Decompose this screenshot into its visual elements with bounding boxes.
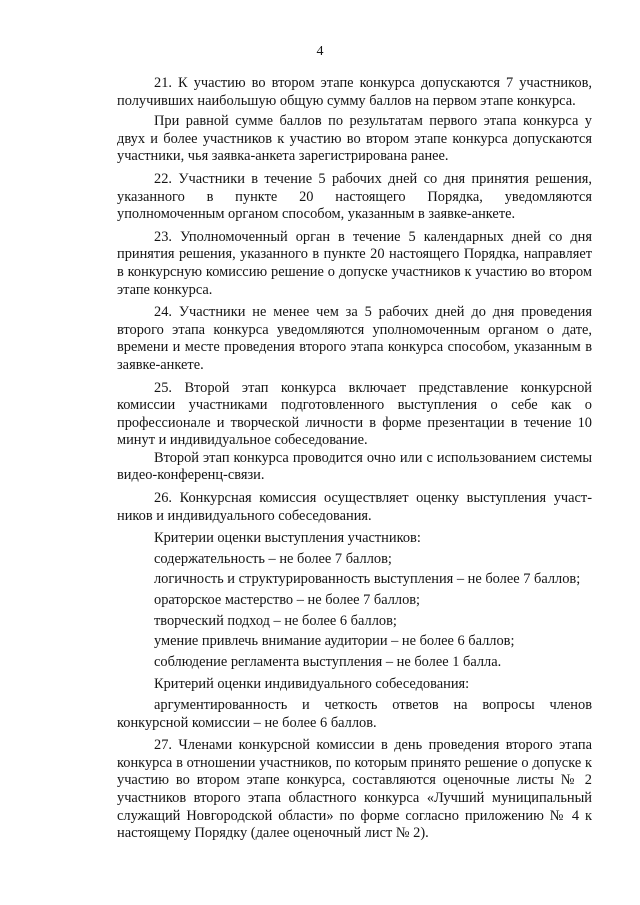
criterion-item: логичность и структурированность выступления – не более 7 баллов; xyxy=(154,571,581,588)
criterion-item: соблюдение регламента выступления – не более 1 балла. xyxy=(154,653,502,670)
paragraph-27: 27. Членами конкурсной комиссии в день проведения второго этапа конкурса в отношении участников, по которым принято решение о допуске к участию во втором этапе конкурса, составляются оценочные листы № 2 участников второго этапа областного конкурса «Лучший муниципальный служащий Новгородской области» по форме согласно приложению № 4 к настоящему Порядку (далее оценочный лист № 2). xyxy=(117,737,592,842)
page-number: 4 xyxy=(316,44,324,59)
paragraph-21-continuation: При равной сумме баллов по результатам первого этапа конкурса у двух и более участников к участию во втором этапе конкурса допускаются участники, чья заявка-анкета зарегистрирована ранее. xyxy=(117,113,592,165)
paragraph-24: 24. Участники не менее чем за 5 рабочих дней до дня проведения второго этапа конкурса уведомляются уполномоченным органом о дате, времени и месте проведения второго этапа конкурса способом, указанным в заявке-анкете. xyxy=(117,304,592,373)
paragraph-21: 21. К участию во втором этапе конкурса допускаются 7 участников, получивших наибольшую общую сумму баллов на первом этапе конкурса. xyxy=(117,75,592,109)
paragraph-25-continuation: Второй этап конкурса проводится очно или с использованием системы видео-конференц-связи. xyxy=(117,449,592,484)
document-body xyxy=(117,75,592,843)
paragraph-25: 25. Второй этап конкурса включает представление конкурсной комиссии участниками подготовленного выступления о себе как о профессионале и творческой личности в форме презентации в течение 10 минут и индивидуальное собеседование. xyxy=(117,379,592,449)
interview-criterion: аргументированность и четкость ответов на вопросы членов конкурсной комиссии – не более 6 баллов. xyxy=(117,697,592,731)
criterion-item: содержательность – не более 7 баллов; xyxy=(154,550,392,567)
paragraph-26: 26. Конкурсная комиссия осуществляет оценку выступления участ-ников и индивидуального собеседования. xyxy=(117,490,592,524)
criterion-item: ораторское мастерство – не более 7 баллов; xyxy=(154,592,421,609)
paragraph-22: 22. Участники в течение 5 рабочих дней со дня принятия решения, указанного в пункте 20 настоящего Порядка, уведомляются уполномоченным органом способом, указанным в заявке-анкете. xyxy=(117,170,592,223)
criterion-item: умение привлечь внимание аудитории – не более 6 баллов; xyxy=(154,633,515,650)
criterion-item: творческий подход – не более 6 баллов; xyxy=(154,612,397,629)
interview-heading: Критерий оценки индивидуального собеседования: xyxy=(154,676,470,693)
criteria-heading: Критерии оценки выступления участников: xyxy=(154,530,421,547)
paragraph-23: 23. Уполномоченный орган в течение 5 календарных дней со дня принятия решения, указанного в пункте 20 настоящего Порядка, направляет в конкурсную комиссию решение о допуске участников к участию во втором этапе конкурса. xyxy=(117,228,592,298)
